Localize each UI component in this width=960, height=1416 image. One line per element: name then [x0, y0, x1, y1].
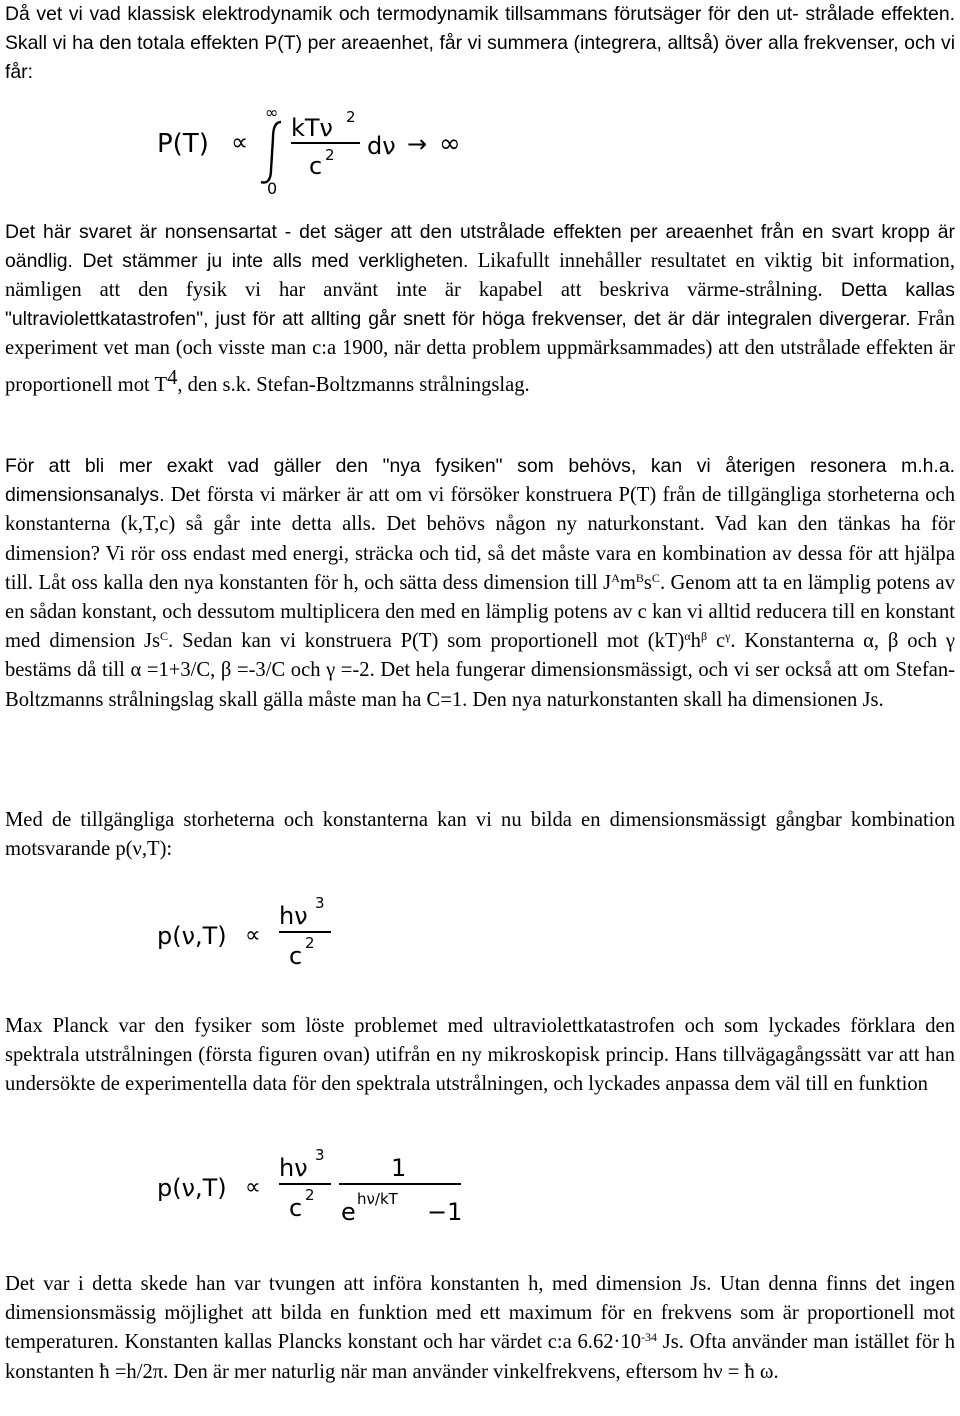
- formula3-denominator: c: [289, 1194, 303, 1222]
- p3-sentence-c: Vi rör oss endast med energi, sträcka och tid, så det måste vara en kombination av dessa för att hjälpa till. Låt oss kalla den nya konstanten för h, och sätta dess dimension till J: [5, 542, 955, 594]
- intro-line-1: Då vet vi vad klassisk elektrodynamik och termodynamik tillsammans förutsäger för den ut-: [5, 3, 799, 25]
- p3-sentence-a: För att bli mer exakt vad gäller den "nya fysiken" som behövs, kan vi återigen resonera m.h.a. dimensionsanalys.: [5, 455, 955, 507]
- formula3-exp-base-e: e: [341, 1198, 356, 1226]
- integral-lower-limit: 0: [267, 179, 278, 198]
- formula3-exp-exponent: hν/kT: [357, 1190, 398, 1208]
- formula3-denominator-exponent: 2: [305, 1186, 315, 1204]
- p6-sentence-a: Det var i detta skede han var tvungen att införa konstanten h, med dimension Js. Utan denna finns det ingen dimensionsmässig möjlighet att bilda en funktion med ett maximum för en frekvens som är proportionell mot temperaturen. Konstanten kallas Plancks konstant och har värdet c:a 6.62·10: [5, 1273, 955, 1354]
- p4-sentence-a: Med de tillgängliga storheterna och konstanterna kan vi nu bilda en dimensionsmässigt gångbar kombination motsvarande p(ν,T):: [5, 809, 955, 861]
- p2-exponent-4: 4: [167, 366, 178, 389]
- integral-formula: [155, 98, 485, 198]
- p5-sentence-a: Max Planck var den fysiker som löste problemet med ultraviolettkatastrofen och som lyckades förklara den spektrala utstrålningen (första figuren ovan) utifrån en ny mikroskopisk princip.: [5, 1015, 955, 1067]
- integral-sign: [261, 122, 281, 183]
- p3-sentence-d: . Genom att ta en lämplig potens av en sådan konstant, och dessutom multiplicera den med en lämplig potens av c kan vi alltid reducera till en konstant med dimension Js: [5, 571, 955, 653]
- formula3-proportional: ∝: [245, 1175, 261, 1200]
- integrand-numerator: kTν: [291, 114, 333, 142]
- p3-exponent-gamma: γ: [725, 629, 731, 644]
- p6-sentence-b: Js. Ofta använder man istället för h konstanten ħ =h/2π. Den är mer naturlig när man använder vinkelfrekvens, eftersom hν = ħ ω.: [5, 1331, 955, 1383]
- p3-symbol-h: h: [690, 630, 701, 653]
- formula2-denominator: c: [289, 942, 303, 970]
- formula2-proportional: ∝: [245, 923, 261, 948]
- formula2-denominator-exponent: 2: [305, 934, 315, 952]
- p3-exponent-A: A: [611, 570, 620, 585]
- paragraph-combination: [5, 806, 955, 864]
- p2-sentence-e: , den s.k. Stefan-Boltzmanns strålningslag.: [177, 373, 530, 396]
- paragraph-nonsense: [5, 218, 955, 400]
- p5-sentence-b: Hans tillvägagångssätt var att han undersökte de experimentella data för den spektrala utstrålningen, och lyckades anpassa dem väl till en funktion: [5, 1044, 955, 1096]
- integrand-denominator: c: [309, 152, 323, 180]
- p2-sentence-b: Likafullt innehåller resultatet en viktig bit information, nämligen att den fysik vi har använt inte är kapabel att beskriva värme-strålning.: [5, 249, 955, 301]
- formula3-numerator-one: 1: [391, 1154, 407, 1182]
- proportional-symbol: ∝: [231, 128, 249, 156]
- paragraph-planck-constant: [5, 1270, 955, 1387]
- p3-sentence-f: . Konstanterna α, β och γ bestäms då till α =1+3/C, β =-3/C och γ =-2. Det hela fungerar dimensionsmässigt, och vi ser också att om Stefan-Boltzmanns strålningslag skall gälla måste man ha C=1. Den nya naturkonstanten skall ha dimensionen Js.: [5, 630, 955, 711]
- p6-exponent-minus-34: -34: [641, 1330, 657, 1345]
- integral-formula-svg: [155, 98, 485, 198]
- arrow-symbol: →: [407, 130, 428, 158]
- formula3-numerator: hν: [279, 1154, 308, 1182]
- p3-exponent-B: B: [635, 570, 644, 585]
- p3-symbol-c: c: [707, 630, 726, 653]
- planck-formula-svg: [155, 1140, 475, 1230]
- p3-sentence-e: . Sedan kan vi konstruera P(T) som proportionell mot (kT): [168, 630, 685, 653]
- intro-line-3: alltså) över alla frekvenser, och vi får:: [5, 31, 956, 83]
- formula2-numerator: hν: [279, 902, 308, 930]
- integrand-denominator-exponent: 2: [325, 146, 335, 164]
- infinity-result: ∞: [439, 129, 461, 159]
- dimension-formula-svg: [155, 888, 355, 978]
- p2-sentence-c: Detta kallas "ultraviolettkatastrofen", just för att allting går snett för höga frekvenser, det är där integralen divergerar.: [5, 279, 955, 331]
- differential-dv: dν: [367, 132, 396, 160]
- formula2-numerator-exponent: 3: [315, 894, 325, 912]
- formula3-minus-one: −1: [427, 1198, 463, 1226]
- p2-sentence-d: Från experiment vet man (och visste man c:a 1900, när detta problem uppmärksammades) att den utstrålade effekten är proportionell mot T: [5, 308, 955, 396]
- integrand-numerator-exponent: 2: [346, 108, 356, 126]
- p3-exponent-Js-C: C: [160, 629, 169, 644]
- formula-lhs-P-T: P(T): [157, 129, 209, 159]
- formula3-lhs: p(ν,T): [157, 1174, 227, 1202]
- p3-unit-m: m: [619, 571, 636, 594]
- integral-upper-limit: ∞: [265, 103, 279, 122]
- planck-formula: [155, 1140, 475, 1230]
- p3-exponent-beta: β: [700, 629, 708, 644]
- formula3-numerator-exponent: 3: [315, 1146, 325, 1164]
- p3-unit-s: s: [643, 571, 652, 594]
- paragraph-intro: [5, 0, 955, 86]
- formula2-lhs: p(ν,T): [157, 922, 227, 950]
- paragraph-dimension-analysis: [5, 452, 955, 715]
- intro-line-2: strålade effekten. Skall vi ha den totala effekten P(T) per areaenhet, får vi summera (integrera,: [5, 3, 955, 54]
- p3-exponent-alpha: α: [684, 629, 691, 644]
- paragraph-planck: [5, 1012, 955, 1100]
- p2-sentence-a: Det här svaret är nonsensartat - det säger att den utstrålade effekten per areaenhet från en svart kropp är oändlig. Det stämmer ju inte alls med verkligheten.: [5, 221, 955, 272]
- p3-exponent-C: C: [651, 570, 660, 585]
- p3-sentence-b: Det första vi märker är att om vi försöker konstruera P(T) från de tillgängliga storheterna och konstanterna (k,T,c) så går inte detta alls. Det behövs någon ny naturkonstant. Vad kan den tänkas ha för dimension?: [5, 484, 955, 565]
- dimension-formula: [155, 888, 355, 978]
